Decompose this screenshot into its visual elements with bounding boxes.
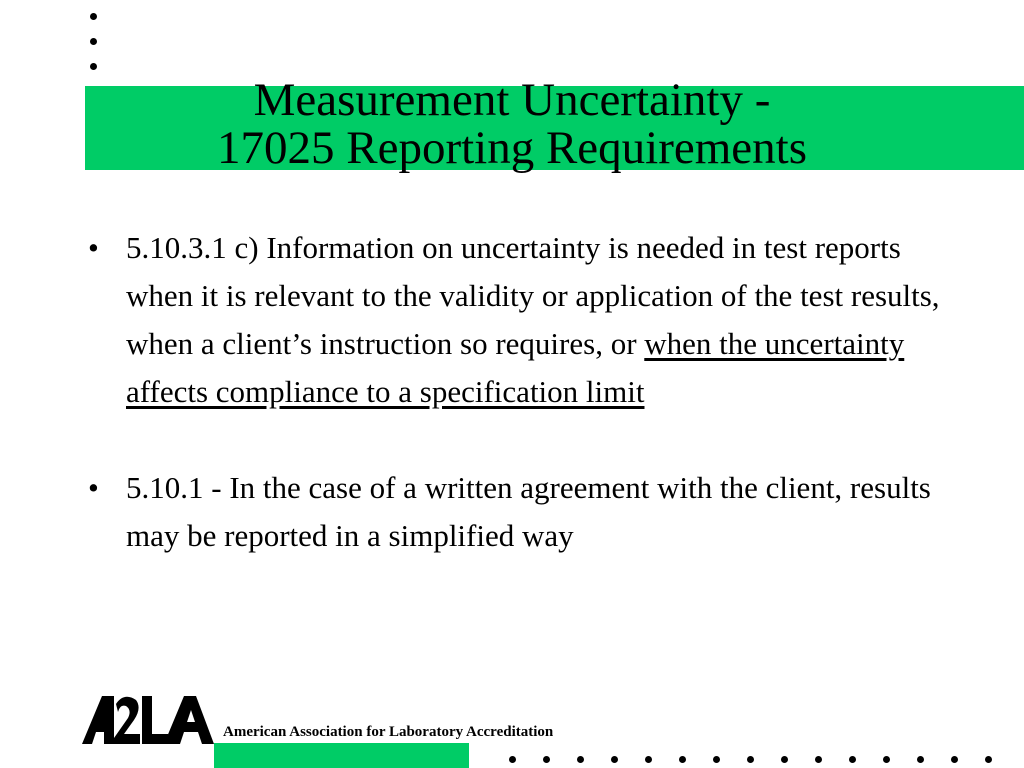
slide-title bbox=[0, 76, 1024, 172]
dot bbox=[90, 38, 97, 45]
bullet-text: 5.10.1 - In the case of a written agreement with the client, results may be reported in a simplified way bbox=[126, 470, 931, 553]
dot bbox=[883, 756, 890, 763]
dot bbox=[985, 756, 992, 763]
dot bbox=[679, 756, 686, 763]
dot bbox=[781, 756, 788, 763]
dot bbox=[713, 756, 720, 763]
dot bbox=[645, 756, 652, 763]
a2la-logo-icon bbox=[80, 690, 216, 750]
slide-title-line1: Measurement Uncertainty - bbox=[253, 74, 771, 126]
bullet-marker: • bbox=[88, 230, 99, 265]
dot bbox=[611, 756, 618, 763]
slide-title-line2: 17025 Reporting Requirements bbox=[216, 122, 808, 174]
footer-green-strip bbox=[214, 743, 469, 768]
bullet-item bbox=[88, 224, 968, 416]
bullet-item bbox=[88, 464, 968, 560]
bullet-text-underlined: when the uncertainty affects compliance to a specification limit bbox=[126, 326, 905, 409]
dot bbox=[917, 756, 924, 763]
dot bbox=[849, 756, 856, 763]
dot bbox=[509, 756, 516, 763]
dot bbox=[543, 756, 550, 763]
slide-body bbox=[88, 224, 968, 608]
dot bbox=[90, 13, 97, 20]
dot bbox=[747, 756, 754, 763]
organization-name: American Association for Laboratory Accreditation bbox=[223, 724, 554, 740]
dot bbox=[951, 756, 958, 763]
dot bbox=[577, 756, 584, 763]
dot bbox=[815, 756, 822, 763]
bullet-marker: • bbox=[88, 470, 99, 505]
bullet-text: 5.10.3.1 c) Information on uncertainty is needed in test reports when it is relevant to the validity or application of the test results, when a client’s instruction so requires, or bbox=[126, 230, 940, 361]
dot bbox=[90, 63, 97, 70]
